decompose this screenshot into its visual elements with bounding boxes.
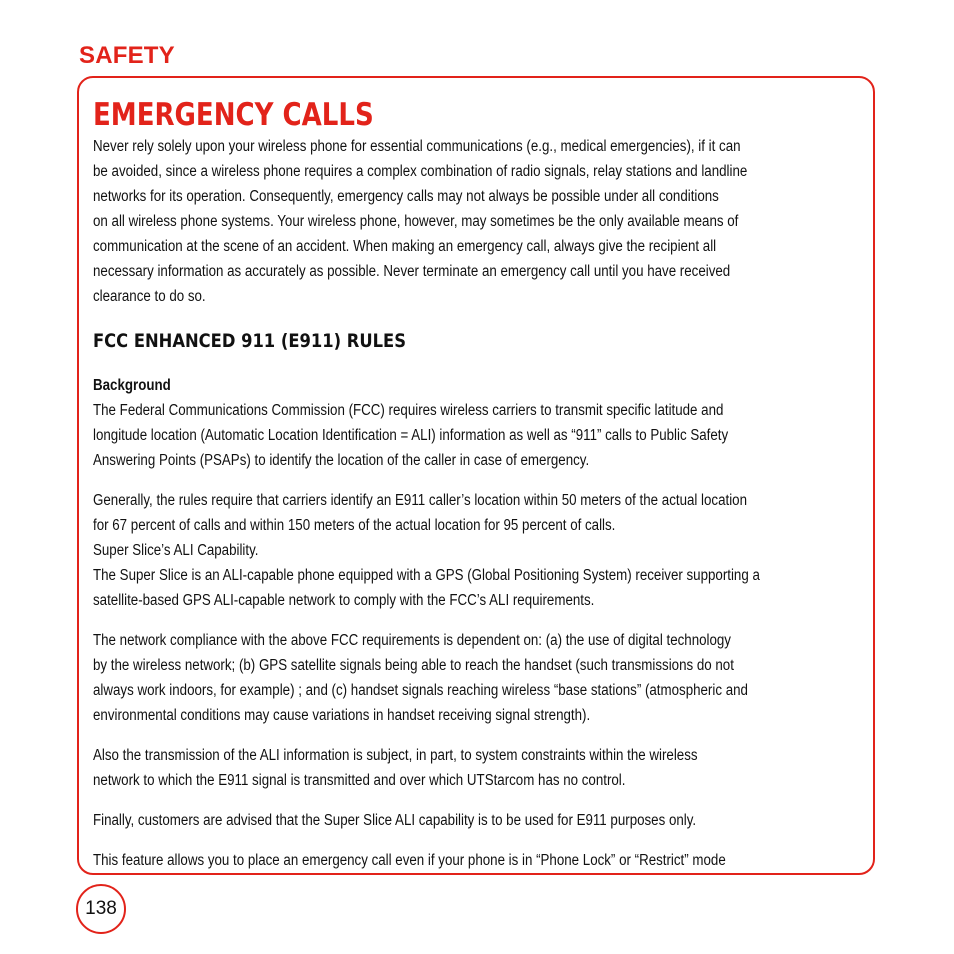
text-line: satellite-based GPS ALI-capable network to comply with the FCC’s ALI requirements.	[93, 592, 595, 609]
constraints-paragraph	[93, 743, 867, 793]
background-label: Background	[93, 377, 171, 394]
text-line: The Super Slice is an ALI-capable phone equipped with a GPS (Global Positioning System) receiver supporting a	[93, 567, 760, 584]
text-line: The network compliance with the above FCC requirements is dependent on: (a) the use of digital technology	[93, 632, 731, 649]
text-line: by the wireless network; (b) GPS satellite signals being able to reach the handset (such transmissions do not	[93, 657, 734, 674]
text-line: clearance to do so.	[93, 288, 206, 305]
text-line: environmental conditions may cause variations in handset receiving signal strength).	[93, 707, 591, 724]
feature-paragraph	[93, 848, 867, 873]
text-line: longitude location (Automatic Location Identification = ALI) information as well as “911” calls to Public Safety	[93, 427, 729, 444]
text-line: on all wireless phone systems. Your wireless phone, however, may sometimes be the only available means of	[93, 213, 739, 230]
text-line: Also the transmission of the ALI information is subject, in part, to system constraints within the wireless	[93, 747, 698, 764]
text-line: Never rely solely upon your wireless phone for essential communications (e.g., medical emergencies), if it can	[93, 138, 741, 155]
fcc-subheading: FCC ENHANCED 911 (E911) RULES	[93, 330, 406, 352]
text-line: Super Slice’s ALI Capability.	[93, 542, 259, 559]
compliance-paragraph	[93, 628, 867, 728]
text-line: This feature allows you to place an emergency call even if your phone is in “Phone Lock” or “Restrict” mode	[93, 852, 726, 869]
text-line: The Federal Communications Commission (FCC) requires wireless carriers to transmit specific latitude and	[93, 402, 724, 419]
text-line: necessary information as accurately as possible. Never terminate an emergency call until you have received	[93, 263, 731, 280]
text-line: networks for its operation. Consequently, emergency calls may not always be possible under all conditions	[93, 188, 719, 205]
text-line: Answering Points (PSAPs) to identify the location of the caller in case of emergency.	[93, 452, 590, 469]
finally-paragraph	[93, 808, 867, 833]
page-number: 138	[76, 884, 126, 934]
text-line: be avoided, since a wireless phone requires a complex combination of radio signals, relay stations and landline	[93, 163, 748, 180]
text-line: Generally, the rules require that carriers identify an E911 caller’s location within 50 meters of the actual location	[93, 492, 748, 509]
intro-paragraph	[93, 134, 867, 309]
rules-paragraph	[93, 488, 867, 613]
text-line: for 67 percent of calls and within 150 meters of the actual location for 95 percent of calls.	[93, 517, 616, 534]
page-content	[93, 98, 863, 873]
section-label: SAFETY	[79, 42, 175, 69]
text-line: always work indoors, for example) ; and (c) handset signals reaching wireless “base stations” (atmospheric and	[93, 682, 748, 699]
text-line: communication at the scene of an accident. When making an emergency call, always give the recipient all	[93, 238, 717, 255]
text-line: Finally, customers are advised that the Super Slice ALI capability is to be used for E911 purposes only.	[93, 812, 697, 829]
text-line: network to which the E911 signal is transmitted and over which UTStarcom has no control.	[93, 772, 626, 789]
page-title: EMERGENCY CALLS	[93, 97, 374, 133]
background-paragraph	[93, 398, 867, 473]
